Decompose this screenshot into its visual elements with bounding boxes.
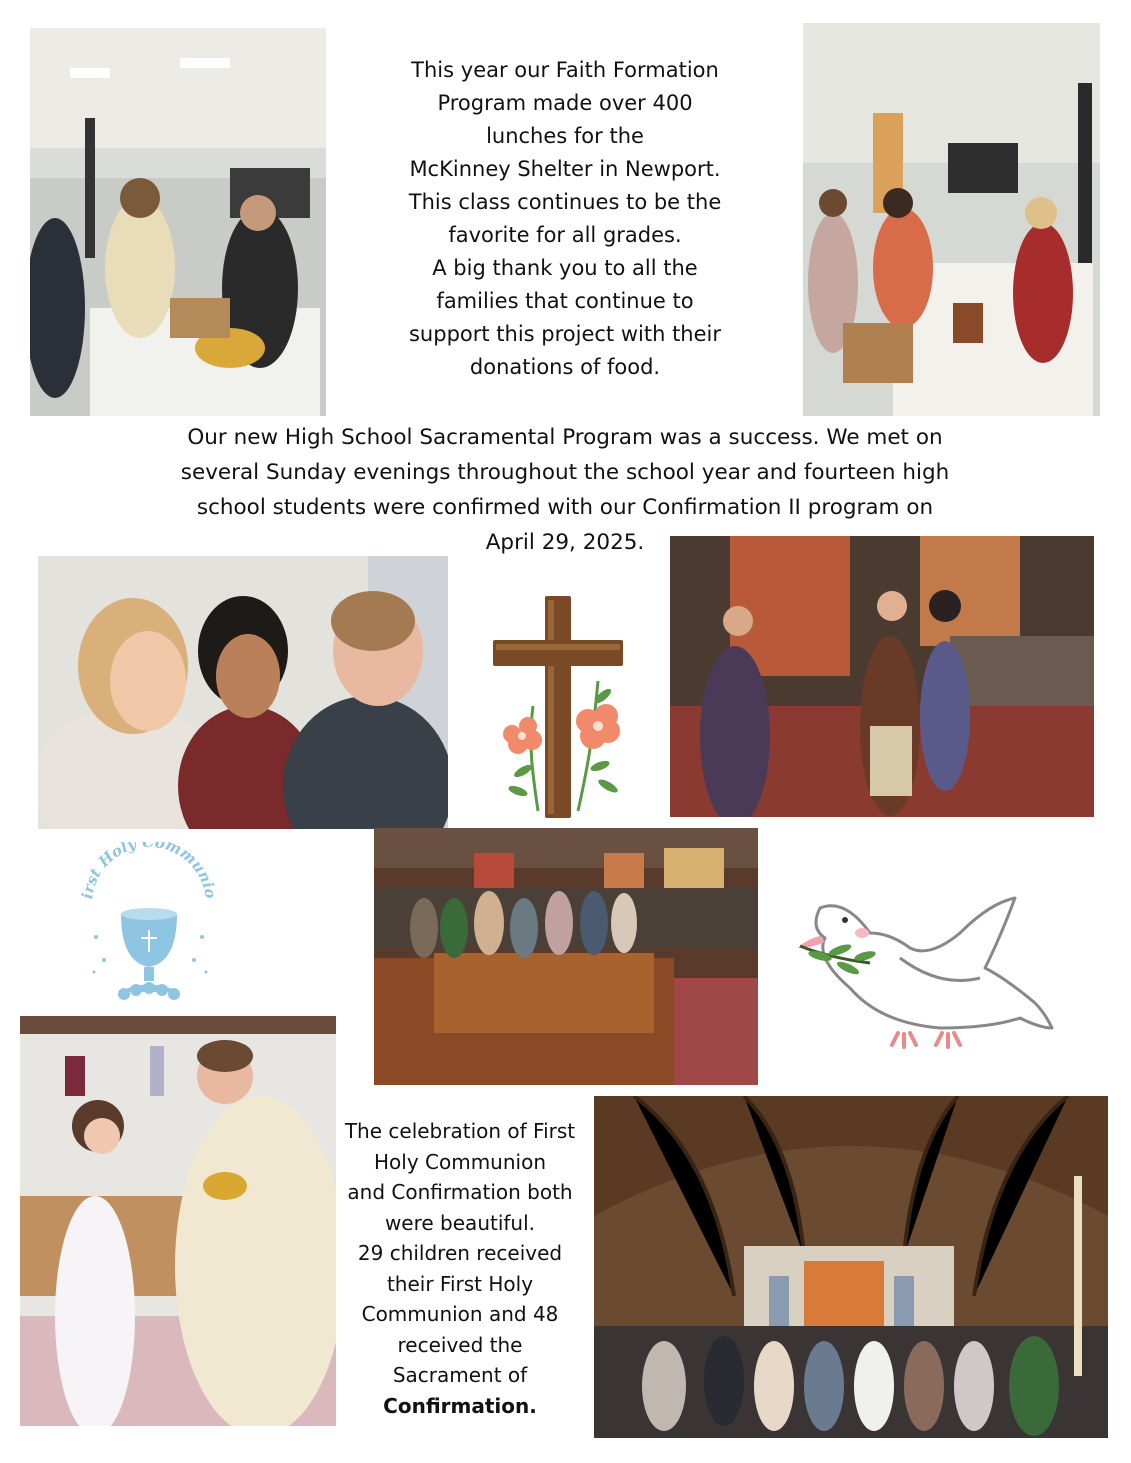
dove-olive-branch-icon xyxy=(790,878,1060,1074)
celebration-bold-word: Confirmation. xyxy=(383,1393,537,1418)
celebration-line: received the xyxy=(397,1332,523,1357)
high-school-line: Our new High School Sacramental Program was a success. We met on xyxy=(187,425,943,450)
communion-logo-text: irst Holy Communio xyxy=(78,842,220,900)
photo-lunch-making-left xyxy=(30,28,326,416)
lunch-line: donations of food. xyxy=(469,355,661,379)
photo-first-communion xyxy=(20,1016,336,1426)
photo-lunch-making-right xyxy=(803,23,1100,416)
celebration-line: Communion and 48 xyxy=(361,1302,559,1326)
lunch-program-text xyxy=(370,54,760,384)
lunch-line: families that continue to xyxy=(436,289,694,313)
lunch-line: McKinney Shelter in Newport. xyxy=(409,157,721,181)
lunch-line: favorite for all grades. xyxy=(448,223,682,247)
celebration-line: their First Holy xyxy=(386,1271,534,1296)
photo-confirmation-altar xyxy=(670,536,1094,817)
photo-church-congregation xyxy=(374,828,758,1085)
lunch-line: This class continues to be the xyxy=(408,190,722,214)
celebration-line: The celebration of First xyxy=(344,1119,576,1143)
celebration-line: were beautiful. xyxy=(384,1210,536,1235)
celebration-line: Holy Communion xyxy=(373,1149,546,1174)
celebration-line: 29 children received xyxy=(357,1241,563,1265)
cross-flowers-icon xyxy=(488,596,628,818)
first-holy-communion-logo xyxy=(74,842,224,1007)
lunch-line: A big thank you to all the xyxy=(432,256,698,280)
lunch-line: This year our Faith Formation xyxy=(411,58,719,82)
photo-church-interior xyxy=(594,1096,1108,1438)
celebration-line: Sacrament of xyxy=(392,1363,528,1387)
high-school-line: several Sunday evenings throughout the school year and fourteen high xyxy=(180,460,950,485)
lunch-line: lunches for the xyxy=(486,124,644,148)
high-school-line: school students were confirmed with our Confirmation II program on xyxy=(196,495,934,520)
celebration-line: and Confirmation both xyxy=(347,1180,573,1204)
lunch-line: Program made over 400 xyxy=(437,91,693,115)
high-school-line: April 29, 2025. xyxy=(485,530,645,555)
svg-text:First Holy Communion xyxy=(74,842,220,900)
celebration-text xyxy=(333,1116,587,1421)
lunch-line: support this project with their xyxy=(408,322,722,346)
photo-confirmation-students xyxy=(38,556,448,829)
